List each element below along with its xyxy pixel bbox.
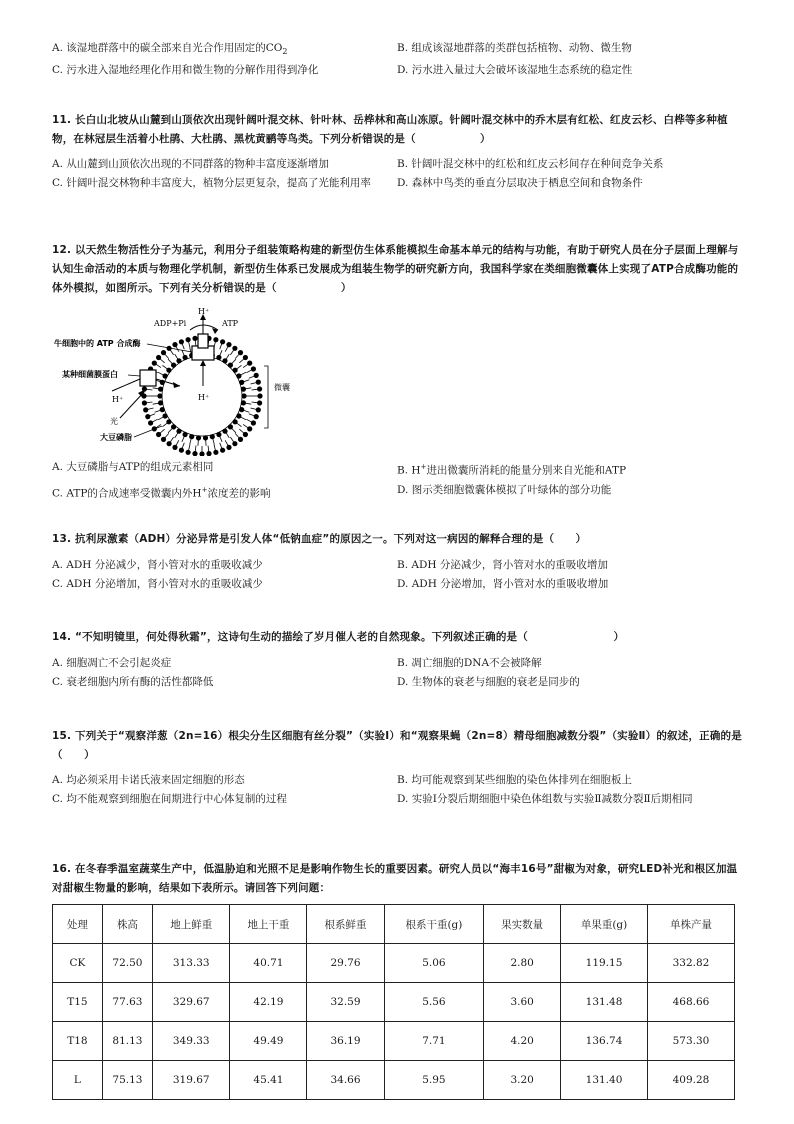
q12-option-b: B. H+进出微囊所消耗的能量分别来自光能和ATP (397, 463, 627, 477)
table-cell: 5.56 (384, 983, 484, 1022)
table-header: 单果重(g) (561, 905, 648, 944)
lipid-tail (163, 422, 169, 427)
table-cell: 36.19 (307, 1022, 384, 1061)
lipid-tail (235, 433, 240, 439)
q15-option-a: A. 均必须采用卡诺氏液来固定细胞的形态 (52, 774, 245, 786)
vesicle-label: 微囊 (274, 383, 290, 392)
q15-stem: 15. 下列关于“观察洋葱（2n=16）根尖分生区细胞有丝分裂”（实验Ⅰ）和“观察果蝇（2n=8）精母细胞减数分裂”（实验Ⅱ）的叙述，正确的是（ ） (52, 730, 742, 761)
atp-label: ATP (222, 319, 239, 328)
q10-option-c: C. 污水进入湿地经理化作用和微生物的分解作用得到净化 (52, 64, 319, 77)
table-cell: 136.74 (561, 1022, 648, 1061)
table-cell: 131.40 (561, 1061, 648, 1100)
adp-label: ADP+Pi (154, 319, 187, 328)
q16-stem: 16. 在冬春季温室蔬菜生产中，低温胁迫和光照不足是影响作物生长的重要因素。研究人员以“海丰16号”甜椒为对象，研究LED补光和根区加温对甜椒生物量的影响，结果如下表所示。请回答下列问题： (52, 863, 738, 894)
table-row (53, 1061, 735, 1100)
table-cell: 2.80 (484, 944, 561, 983)
table-row-label: CK (53, 944, 103, 983)
table-row (53, 983, 735, 1022)
q13-option-c: C. ADH 分泌增加，肾小管对水的重吸收减少 (52, 578, 263, 590)
q14-option-b: B. 凋亡细胞的DNA不会被降解 (397, 657, 542, 669)
q12-option-d: D. 图示类细胞微囊体模拟了叶绿体的部分功能 (397, 483, 612, 496)
q10-options (52, 40, 752, 79)
lipid-tail (239, 429, 245, 434)
table-cell: 573.30 (648, 1022, 735, 1061)
table-header: 株高 (102, 905, 152, 944)
lipid-head (179, 339, 184, 344)
lipid-tail (164, 353, 169, 359)
table-header: 单株产量 (648, 905, 735, 944)
growth-data-table (52, 904, 735, 1100)
q14-option-c: C. 衰老细胞内所有酶的活性都降低 (52, 676, 214, 688)
table-cell: 75.13 (102, 1061, 152, 1100)
q10-option-b: B. 组成该湿地群落的类群包括植物、动物、微生物 (397, 42, 632, 54)
q14-stem: 14. “不知明镜里，何处得秋霜”，这诗句生动的描绘了岁月催人老的自然现象。下列叙述正确的是（ ） (52, 631, 625, 643)
table-cell: 5.95 (384, 1061, 484, 1100)
table-header: 果实数量 (484, 905, 561, 944)
table-cell: 4.20 (484, 1022, 561, 1061)
q13-stem: 13. 抗利尿激素（ADH）分泌异常是引发人体“低钠血症”的原因之一。下列对这一病因的解释合理的是（ ） (52, 533, 587, 545)
table-cell: 7.71 (384, 1022, 484, 1061)
lipid-tail (164, 433, 169, 439)
table-cell: 40.71 (230, 944, 307, 983)
lipid-head (232, 346, 237, 351)
q13-option-b: B. ADH 分泌减少，肾小管对水的重吸收增加 (397, 559, 608, 571)
q12-options (52, 459, 752, 502)
lipid-head (145, 414, 150, 419)
lipid-tail (239, 358, 245, 363)
table-cell: 81.13 (102, 1022, 152, 1061)
lipid-tail (235, 353, 240, 359)
table-cell: 313.33 (153, 944, 230, 983)
q12-stem: 12. 以天然生物活性分子为基元，利用分子组装策略构建的新型仿生体系能模拟生命基本单元的结构与功能，有助于研究人员在分子层面上理解与认知生命活动的本质与物理化学机制，新型仿生体系已发展成为组装生物学的研究新方向，我国科学家在类细胞微囊体上实现了ATP合成酶功能的体外模拟，如图所示。下列有关分析错误的是（ ） (52, 244, 739, 294)
lipid-head (220, 339, 225, 344)
lipid-tail (230, 427, 236, 433)
table-cell: 409.28 (648, 1061, 735, 1100)
table-row-label: L (53, 1061, 103, 1100)
q11-option-c: C. 针阔叶混交林物种丰富度大，植物分层更复杂，提高了光能利用率 (52, 177, 371, 189)
table-cell: 131.48 (561, 983, 648, 1022)
table-cell: 3.60 (484, 983, 561, 1022)
q11-option-b: B. 针阔叶混交林中的红松和红皮云杉间存在种间竞争关系 (397, 158, 664, 170)
table-cell: 5.06 (384, 944, 484, 983)
lipid-tail (168, 359, 174, 365)
q15-option-d: D. 实验Ⅰ分裂后期细胞中染色体组数与实验Ⅱ减数分裂Ⅱ后期相同 (397, 793, 693, 805)
table-row-label: T18 (53, 1022, 103, 1061)
lipid-tail (159, 358, 165, 363)
table-cell: 332.82 (648, 944, 735, 983)
table-cell: 34.66 (307, 1061, 384, 1100)
q11-stem: 11. 长白山北坡从山麓到山顶依次出现针阔叶混交林、针叶林、岳桦林和高山冻原。针阔叶混交林中的乔木层有红松、红皮云杉、白桦等多种植物，在林冠层生活着小杜鹃、大杜鹃、黑枕黄鹂等鸟类。下列分析错误的是（ ） (52, 114, 728, 145)
q11-option-d: D. 森林中鸟类的垂直分层取决于栖息空间和食物条件 (397, 177, 643, 189)
enzyme-label: 牛细胞中的 ATP 合成酶 (54, 339, 141, 348)
table-header-row (53, 905, 735, 944)
table-row-label: T15 (53, 983, 103, 1022)
q11-options (52, 156, 752, 192)
q12-option-c: C. ATP的合成速率受微囊内外H+浓度差的影响 (52, 485, 271, 499)
atp-vesicle-diagram (52, 306, 302, 456)
table-cell: 29.76 (307, 944, 384, 983)
table-cell: 45.41 (230, 1061, 307, 1100)
q12-option-a: A. 大豆磷脂与ATP的组成元素相同 (52, 461, 214, 473)
h-top-label: H⁺ (198, 307, 210, 316)
table-header: 处理 (53, 905, 103, 944)
vesicle-svg (52, 306, 302, 456)
table-cell: 49.49 (230, 1022, 307, 1061)
h-inner-label: H⁺ (198, 393, 210, 402)
q10-option-a: A. 该湿地群落中的碳全部来自光合作用固定的$CO_2$ (52, 42, 288, 57)
lipid-tail (235, 422, 241, 427)
table-cell: 119.15 (561, 944, 648, 983)
table-cell: 319.67 (153, 1061, 230, 1100)
table-header: 根系鲜重 (307, 905, 384, 944)
q14-option-a: A. 细胞凋亡不会引起炎症 (52, 657, 172, 669)
table-header: 地上鲜重 (153, 905, 230, 944)
table-cell: 32.59 (307, 983, 384, 1022)
h-left-label: H⁺ (112, 395, 124, 404)
q13-options (52, 557, 752, 593)
table-cell: 468.66 (648, 983, 735, 1022)
table-header: 地上干重 (230, 905, 307, 944)
lipid-tail (159, 429, 165, 434)
table-cell: 72.50 (102, 944, 152, 983)
lipid-tail (168, 427, 174, 433)
lipid-tail (235, 365, 241, 370)
table-cell: 349.33 (153, 1022, 230, 1061)
table-row (53, 1022, 735, 1061)
lipid-tail (163, 365, 169, 370)
table-cell: 42.19 (230, 983, 307, 1022)
q14-options (52, 655, 752, 691)
table-row (53, 944, 735, 983)
protein-label: 某种细菌膜蛋白 (62, 370, 118, 379)
q15-option-c: C. 均不能观察到细胞在间期进行中心体复制的过程 (52, 793, 287, 805)
q13-option-d: D. ADH 分泌增加，肾小管对水的重吸收增加 (397, 578, 609, 590)
table-cell: 77.63 (102, 983, 152, 1022)
q11-option-a: A. 从山麓到山顶依次出现的不同群落的物种丰富度逐渐增加 (52, 158, 329, 170)
q10-option-d: D. 污水进入量过大会破坏该湿地生态系统的稳定性 (397, 64, 633, 77)
q15-options (52, 772, 752, 808)
q15-option-b: B. 均可能观察到某些细胞的染色体排列在细胞板上 (397, 774, 632, 786)
table-header: 根系干重(g) (384, 905, 484, 944)
lipid-tail (230, 359, 236, 365)
light-label: 光 (110, 417, 118, 426)
q13-option-a: A. ADH 分泌减少，肾小管对水的重吸收减少 (52, 559, 263, 571)
table-cell: 3.20 (484, 1061, 561, 1100)
q14-option-d: D. 生物体的衰老与细胞的衰老是同步的 (397, 676, 580, 688)
lipid-label: 大豆磷脂 (100, 433, 132, 442)
table-cell: 329.67 (153, 983, 230, 1022)
